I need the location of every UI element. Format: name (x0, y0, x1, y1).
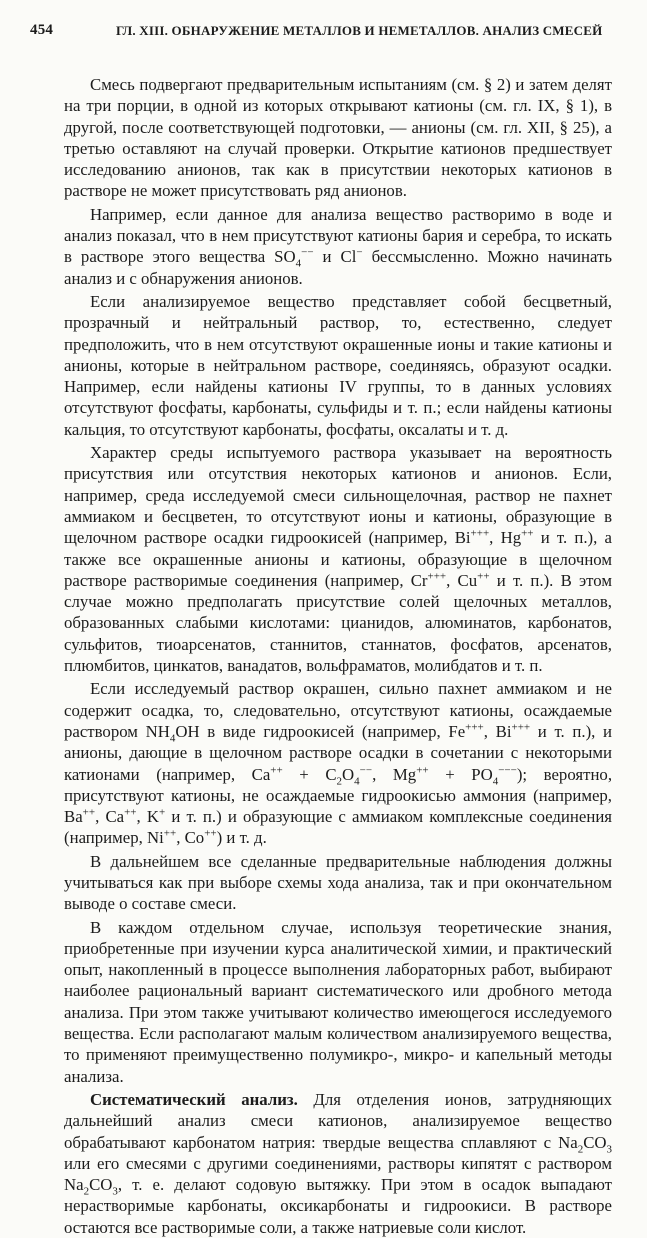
text-span: в виде гидроокисей (например, (199, 721, 449, 741)
running-title: ГЛ. XIII. ОБНАРУЖЕНИЕ МЕТАЛЛОВ И НЕМЕТАЛЛОВ. АНАЛИЗ СМЕСЕЙ (116, 23, 603, 38)
text-span: + (428, 764, 472, 784)
formula-po4: $PO_4^{---}$ (471, 763, 517, 787)
formula-so4: $SO_4^{--}$ (274, 246, 314, 270)
formula-fe: Fe+++ (448, 721, 484, 741)
text-span: , (446, 570, 458, 590)
text-span: Например, если данное для анализа вещество растворимо в воде и анализ показал, что в нем присутствуют катионы бария и серебра, то искать в растворе этого вещества (64, 204, 612, 267)
paragraph-5 (64, 678, 612, 848)
page-header (30, 22, 612, 46)
paragraph-2 (64, 204, 612, 289)
formula-co: Co++ (184, 827, 217, 848)
page-number: 454 (30, 22, 54, 38)
text-span: + (282, 764, 326, 784)
text-span: и (313, 247, 341, 267)
text-span: , (136, 807, 147, 827)
paragraph-6: В дальнейшем все сделанные предварительные наблюдения должны учитываться как при выборе схемы хода анализа, так и при окончательном выводе о составе смеси. (64, 851, 612, 914)
formula-ca-2: Ca++ (105, 806, 137, 827)
formula-nh4oh: $NH_4OH$ (145, 721, 200, 745)
text-span: и т. п.). В этом случае можно предполагать присутствие солей щелочных металлов, образованных слабыми кислотами: цианидов, алюминатов, карбонатов, сульфитов, тиоарсенатов, станнитов, станнатов, фосфатов, арсенатов, плюмбитов, цинкатов, ванадатов, вольфраматов, молибдатов и т. п. (64, 570, 612, 676)
paragraph-1: Смесь подвергают предварительным испытаниям (см. § 2) и затем делят на три порции, в одной из которых открывают катионы (см. гл. IX, § 1), в другой, после соответствующей подготовки, — анионы (см. гл. XII, § 25), а третью оставляют на случай проверки. Открытие катионов предшествует исследованию анионов, так как в присутствии некоторых катионов в растворе не может присутствовать ряд анионов. (64, 75, 612, 201)
text-span: Для отделения ионов, затрудняющих дальнейший анализ смеси катионов, анализируемое вещество обрабатывают карбонатом натрия: твердые вещества сплавляют с (64, 1089, 612, 1152)
formula-hg: Hg++ (500, 527, 534, 548)
formula-cr: Cr+++ (410, 570, 447, 590)
formula-ba: Ba++ (64, 806, 96, 827)
text-span: Характер среды испытуемого раствора указывает на вероятность присутствия или отсутствия некоторых катионов и анионов. Если, например, среда исследуемой смеси сильнощелочная, раствор не пахнет аммиаком и бесцветен, то отсутствуют ионы и катионы, образующие в щелочном растворе осадки гидроокисей (например, (64, 443, 612, 548)
formula-ni: Ni++ (147, 827, 177, 848)
text-span: Если исследуемый раствор окрашен, сильно пахнет аммиаком и не содержит осадка, то, следовательно, отсутствуют катионы, осаждаемые раствором (64, 679, 612, 741)
text-span: и т. п.), и анионы, дающие в щелочном растворе осадки в сочетании с некоторыми катионами (например, (64, 721, 613, 784)
formula-cu: Cu++ (457, 570, 490, 590)
paragraph-7: В каждом отдельном случае, используя теоретические знания, приобретенные при изучении курса аналитической химии, и практический опыт, накопленный в процессе выполнения лабораторных работ, выбирают наиболее рациональный вариант систематического или дробного метода анализа. При этом также учитывают количество имеющегося исследуемого вещества. Если располагают малым количеством анализируемого вещества, то применяют преимущественно полумикро-, микро- и капельный методы анализа. (64, 917, 612, 1086)
text-span: и т. п.) и образующие с аммиаком комплексные соединения (например, (64, 807, 613, 848)
text-span: ); вероятно, присутствуют катионы, не осаждаемые гидроокисью аммония (например, (64, 764, 613, 805)
text-span: и т. п.), а также все окрашенные анионы и катионы, образующие в щелочном растворе растворимые соединения (например, (64, 528, 613, 590)
text-span: , т. е. делают содовую вытяжку. При этом в осадок выпадают нерастворимые карбонаты, оксикарбонаты и гидроокиси. В растворе остаются все растворимые соли, а также натриевые соли кислот. (64, 1175, 612, 1237)
paragraph-4 (64, 442, 612, 676)
formula-c2o4: $C_2O_4^{--}$ (325, 763, 373, 787)
text-span: бессмысленно. Можно начинать анализ и с обнаружения анионов. (64, 247, 613, 288)
formula-cl: Cl− (340, 246, 363, 267)
text-span: , (372, 764, 393, 784)
formula-mg: Mg++ (392, 763, 429, 784)
text-span: , (483, 721, 496, 741)
section-heading: Систематический анализ. (90, 1089, 298, 1109)
formula-ca: Ca++ (251, 763, 283, 784)
formula-bi: Bi+++ (454, 527, 490, 548)
text-span: или его смесями с другими соединениями, растворы кипятят с раствором (64, 1153, 612, 1173)
text-span: ) и т. д. (216, 828, 267, 848)
text-span: , (95, 807, 106, 827)
text-span: , (489, 528, 501, 548)
formula-na2co3: $Na_2CO_3$ (558, 1132, 612, 1155)
formula-bi-2: Bi+++ (495, 721, 531, 741)
paragraph-8 (64, 1089, 612, 1238)
formula-na2co3-2: $Na_2CO_3$ (64, 1175, 118, 1198)
text-span: , (176, 828, 185, 848)
formula-k: K+ (146, 806, 166, 827)
paragraph-3: Если анализируемое вещество представляет собой бесцветный, прозрачный и нейтральный раствор, то, естественно, следует предположить, что в нем отсутствуют окрашенные ионы и такие катионы и анионы, которые в нейтральном растворе, соединяясь, образуют осадки. Например, если найдены катионы IV группы, то в данных условиях отсутствуют фосфаты, карбонаты, сульфиды и т. п.; если найдены катионы кальция, то отсутствуют карбонаты, фосфаты, оксалаты и т. д. (64, 291, 612, 439)
